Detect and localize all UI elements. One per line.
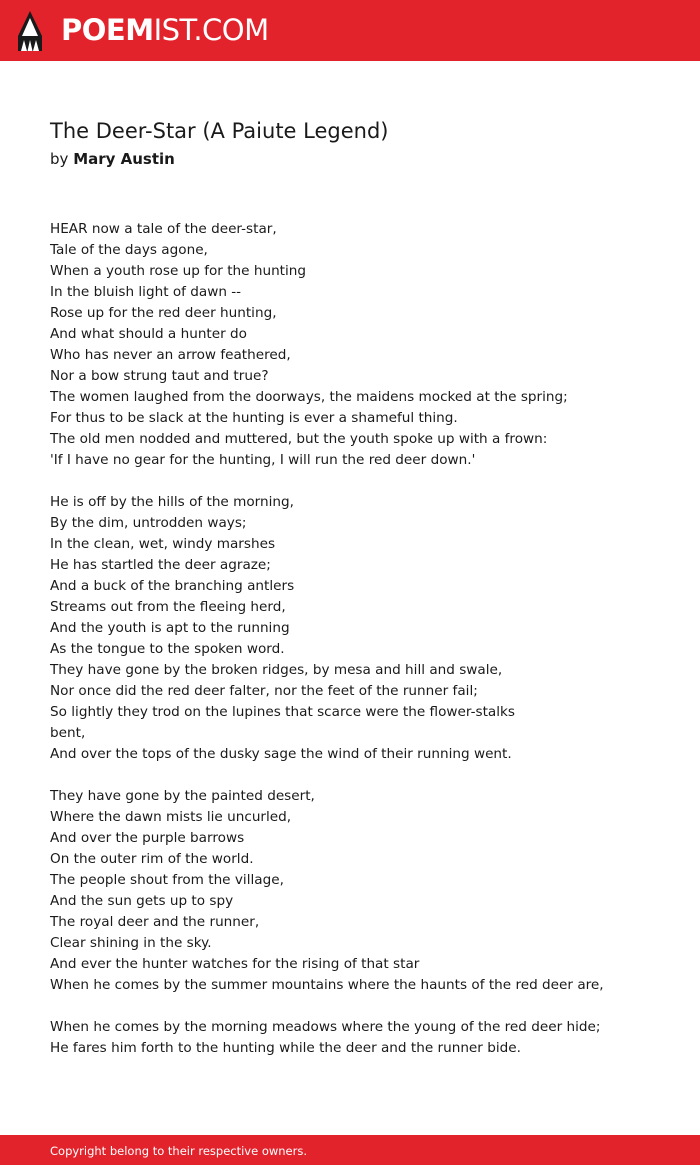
poem-stanza [50,219,670,471]
poem-line: On the outer rim of the world. [50,851,254,867]
poem-line: 'If I have no gear for the hunting, I will run the red deer down.' [50,452,476,468]
poem-line: When he comes by the morning meadows where the young of the red deer hide; [50,1019,601,1035]
poem-line: In the clean, wet, windy marshes [50,536,276,552]
poem-line: He is off by the hills of the morning, [50,494,294,510]
poem-line: He fares him forth to the hunting while the deer and the runner bide. [50,1040,521,1056]
poem-line: Nor a bow strung taut and true? [50,368,269,384]
poem-line: Tale of the days agone, [50,242,208,258]
poem-body [50,219,670,1080]
poem-line: As the tongue to the spoken word. [50,641,285,657]
poem-line: He has startled the deer agraze; [50,557,271,573]
by-label: by [50,150,69,168]
logo-bold-text: POEM [61,13,154,47]
poem-line: They have gone by the broken ridges, by mesa and hill and swale, [50,662,503,678]
poem-line: Rose up for the red deer hunting, [50,305,277,321]
pencil-icon[interactable] [17,10,43,52]
poem-line: Streams out from the fleeing herd, [50,599,286,615]
poem-stanza [50,492,670,765]
poem-line: They have gone by the painted desert, [50,788,315,804]
poem-stanza [50,1017,670,1059]
poem-line: When he comes by the summer mountains where the haunts of the red deer are, [50,977,604,993]
poem-line: Clear shining in the sky. [50,935,212,951]
poem-line: Where the dawn mists lie uncurled, [50,809,292,825]
poem-line: And ever the hunter watches for the rising of that star [50,956,420,972]
poem-line: In the bluish light of dawn -- [50,284,242,300]
poem-line: The old men nodded and muttered, but the youth spoke up with a frown: [50,431,548,447]
poem-line: So lightly they trod on the lupines that scarce were the flower-stalks [50,704,515,720]
poem-line: And what should a hunter do [50,326,247,342]
poem-line: The royal deer and the runner, [50,914,260,930]
site-header [0,0,700,61]
poem-title: The Deer-Star (A Paiute Legend) [50,119,389,143]
poem-line: bent, [50,725,86,741]
poem-line: When a youth rose up for the hunting [50,263,307,279]
poem-line: And over the tops of the dusky sage the wind of their running went. [50,746,512,762]
poem-line: And over the purple barrows [50,830,245,846]
byline [50,148,175,170]
author-name: Mary Austin [73,150,175,168]
poem-line: And a buck of the branching antlers [50,578,295,594]
site-logo[interactable] [61,12,269,48]
poem-line: The women laughed from the doorways, the maidens mocked at the spring; [50,389,568,405]
poem-line: Nor once did the red deer falter, nor the feet of the runner fail; [50,683,478,699]
poem-line: The people shout from the village, [50,872,284,888]
poem-stanza [50,786,670,996]
poem-line: For thus to be slack at the hunting is ever a shameful thing. [50,410,458,426]
poem-line: Who has never an arrow feathered, [50,347,291,363]
poem-line: By the dim, untrodden ways; [50,515,247,531]
poem-line: HEAR now a tale of the deer-star, [50,221,277,237]
copyright-notice: Copyright belong to their respective owners. [50,1144,308,1158]
poem-line: And the youth is apt to the running [50,620,290,636]
poem-line: And the sun gets up to spy [50,893,234,909]
logo-light-text: IST.COM [153,13,269,47]
site-footer [0,1135,700,1165]
